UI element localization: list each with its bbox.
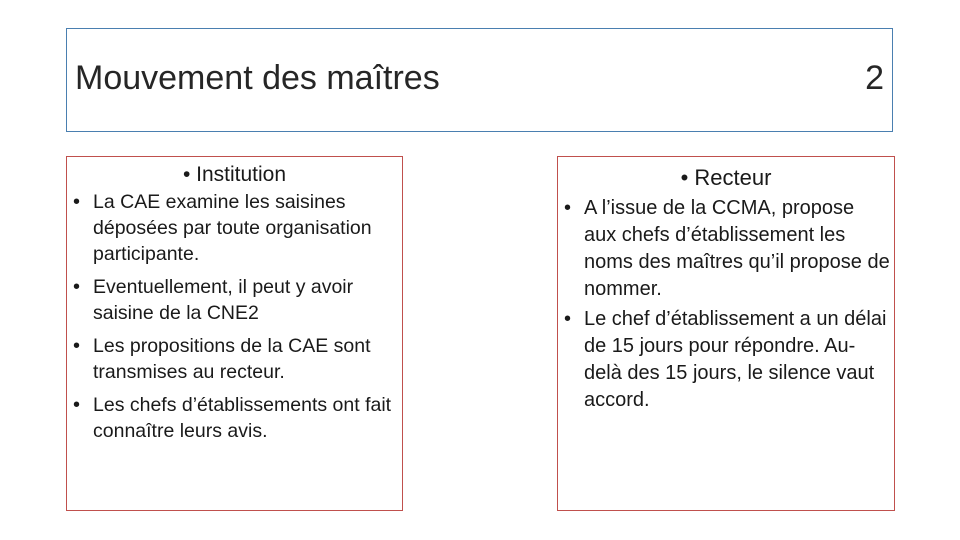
institution-heading: • Institution [182, 163, 287, 186]
list-item [69, 333, 398, 385]
institution-bullet-list [67, 189, 402, 444]
bullet-icon: • [564, 197, 572, 219]
bullet-text: A l’issue de la CCMA, propose aux chefs d’établissement les noms des maîtres qu’il propose de nommer. [584, 197, 890, 300]
bullet-icon: • [73, 394, 81, 416]
recteur-panel [557, 156, 895, 511]
list-item [560, 195, 890, 303]
recteur-heading: • Recteur [680, 165, 772, 190]
bullet-icon: • [564, 308, 572, 330]
bullet-text: La CAE examine les saisines déposées par toute organisation participante. [93, 191, 372, 265]
list-item [69, 189, 398, 267]
bullet-text: Les propositions de la CAE sont transmises au recteur. [93, 335, 371, 383]
bullet-icon: • [73, 335, 81, 357]
institution-panel [66, 156, 403, 511]
title-box [66, 28, 893, 132]
bullet-text: Le chef d’établissement a un délai de 15 jours pour répondre. Au-delà des 15 jours, le silence vaut accord. [584, 308, 887, 411]
list-item [560, 306, 890, 414]
bullet-icon: • [73, 191, 81, 213]
slide-number: 2 [865, 59, 884, 97]
bullet-text: Eventuellement, il peut y avoir saisine de la CNE2 [93, 276, 354, 324]
recteur-bullet-list [558, 195, 894, 414]
bullet-icon: • [73, 276, 81, 298]
list-item [69, 274, 398, 326]
bullet-text: Les chefs d’établissements ont fait connaître leurs avis. [93, 394, 392, 442]
list-item [69, 392, 398, 444]
slide-title: Mouvement des maîtres [75, 59, 440, 97]
